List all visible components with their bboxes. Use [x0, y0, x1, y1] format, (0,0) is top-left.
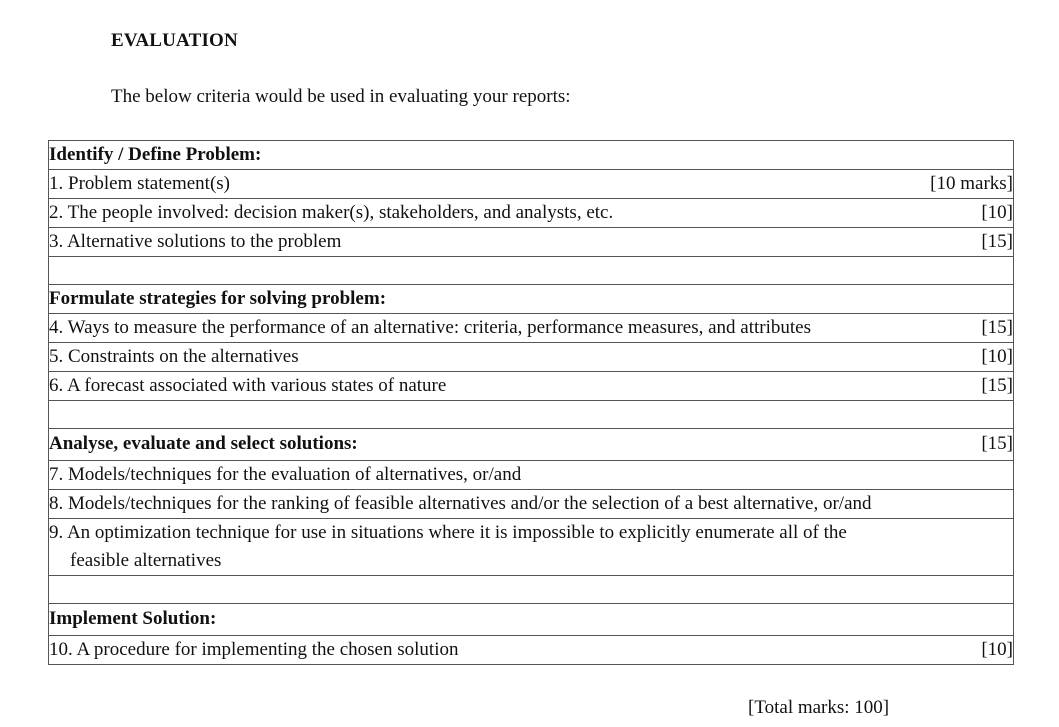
criterion-text: 4. Ways to measure the performance of an alternative: criteria, performance measures, and attributes: [49, 314, 924, 343]
criterion-text-line2: feasible alternatives: [70, 550, 222, 571]
spacer-cell: [49, 401, 924, 429]
section-title: Implement Solution:: [49, 604, 924, 636]
table-row: [49, 519, 1014, 576]
spacer-cell: [49, 257, 924, 285]
section-header-row: [49, 429, 1014, 461]
table-row: [49, 490, 1014, 519]
criterion-mark: [10 marks]: [923, 170, 1014, 199]
section-title: Identify / Define Problem:: [49, 141, 924, 170]
criterion-mark: [10]: [923, 636, 1014, 665]
spacer-row: [49, 401, 1014, 429]
criterion-text: 8. Models/techniques for the ranking of feasible alternatives and/or the selection of a best alternative, or/and: [49, 490, 1014, 519]
table-row: [49, 372, 1014, 401]
spacer-cell: [923, 576, 1014, 604]
table-row: [49, 343, 1014, 372]
table-row: [49, 199, 1014, 228]
criterion-text: 3. Alternative solutions to the problem: [49, 228, 924, 257]
criterion-mark: [15]: [923, 372, 1014, 401]
spacer-cell: [923, 401, 1014, 429]
criterion-mark: [10]: [923, 343, 1014, 372]
table-row: [49, 461, 1014, 490]
page-title: EVALUATION: [111, 30, 238, 51]
criterion-text: 6. A forecast associated with various states of nature: [49, 372, 924, 401]
spacer-cell: [923, 257, 1014, 285]
section-header-row: [49, 604, 1014, 636]
spacer-cell: [49, 576, 924, 604]
section-header-row: [49, 141, 1014, 170]
section-mark: [923, 604, 1014, 636]
section-mark: [15]: [923, 429, 1014, 461]
spacer-row: [49, 257, 1014, 285]
table-row: [49, 228, 1014, 257]
criterion-mark: [15]: [923, 228, 1014, 257]
total-marks: [Total marks: 100]: [748, 697, 890, 718]
section-mark: [923, 141, 1014, 170]
table-row: [49, 170, 1014, 199]
section-mark: [923, 285, 1014, 314]
spacer-row: [49, 576, 1014, 604]
criterion-text: 7. Models/techniques for the evaluation of alternatives, or/and: [49, 461, 1014, 490]
table-row: [49, 314, 1014, 343]
criteria-table: [48, 140, 1014, 665]
criterion-mark: [15]: [923, 314, 1014, 343]
criterion-text: 1. Problem statement(s): [49, 170, 924, 199]
criterion-text-line1: 9. An optimization technique for use in situations where it is impossible to explicitly enumerate all of the: [49, 522, 847, 543]
criterion-text: 2. The people involved: decision maker(s), stakeholders, and analysts, etc.: [49, 199, 924, 228]
section-title: Formulate strategies for solving problem:: [49, 285, 924, 314]
table-row: [49, 636, 1014, 665]
section-title: Analyse, evaluate and select solutions:: [49, 429, 924, 461]
section-header-row: [49, 285, 1014, 314]
criterion-text-multiline: [49, 519, 1014, 576]
intro-text: The below criteria would be used in evaluating your reports:: [111, 86, 571, 107]
criterion-mark: [10]: [923, 199, 1014, 228]
criterion-text: 10. A procedure for implementing the chosen solution: [49, 636, 924, 665]
criterion-text: 5. Constraints on the alternatives: [49, 343, 924, 372]
